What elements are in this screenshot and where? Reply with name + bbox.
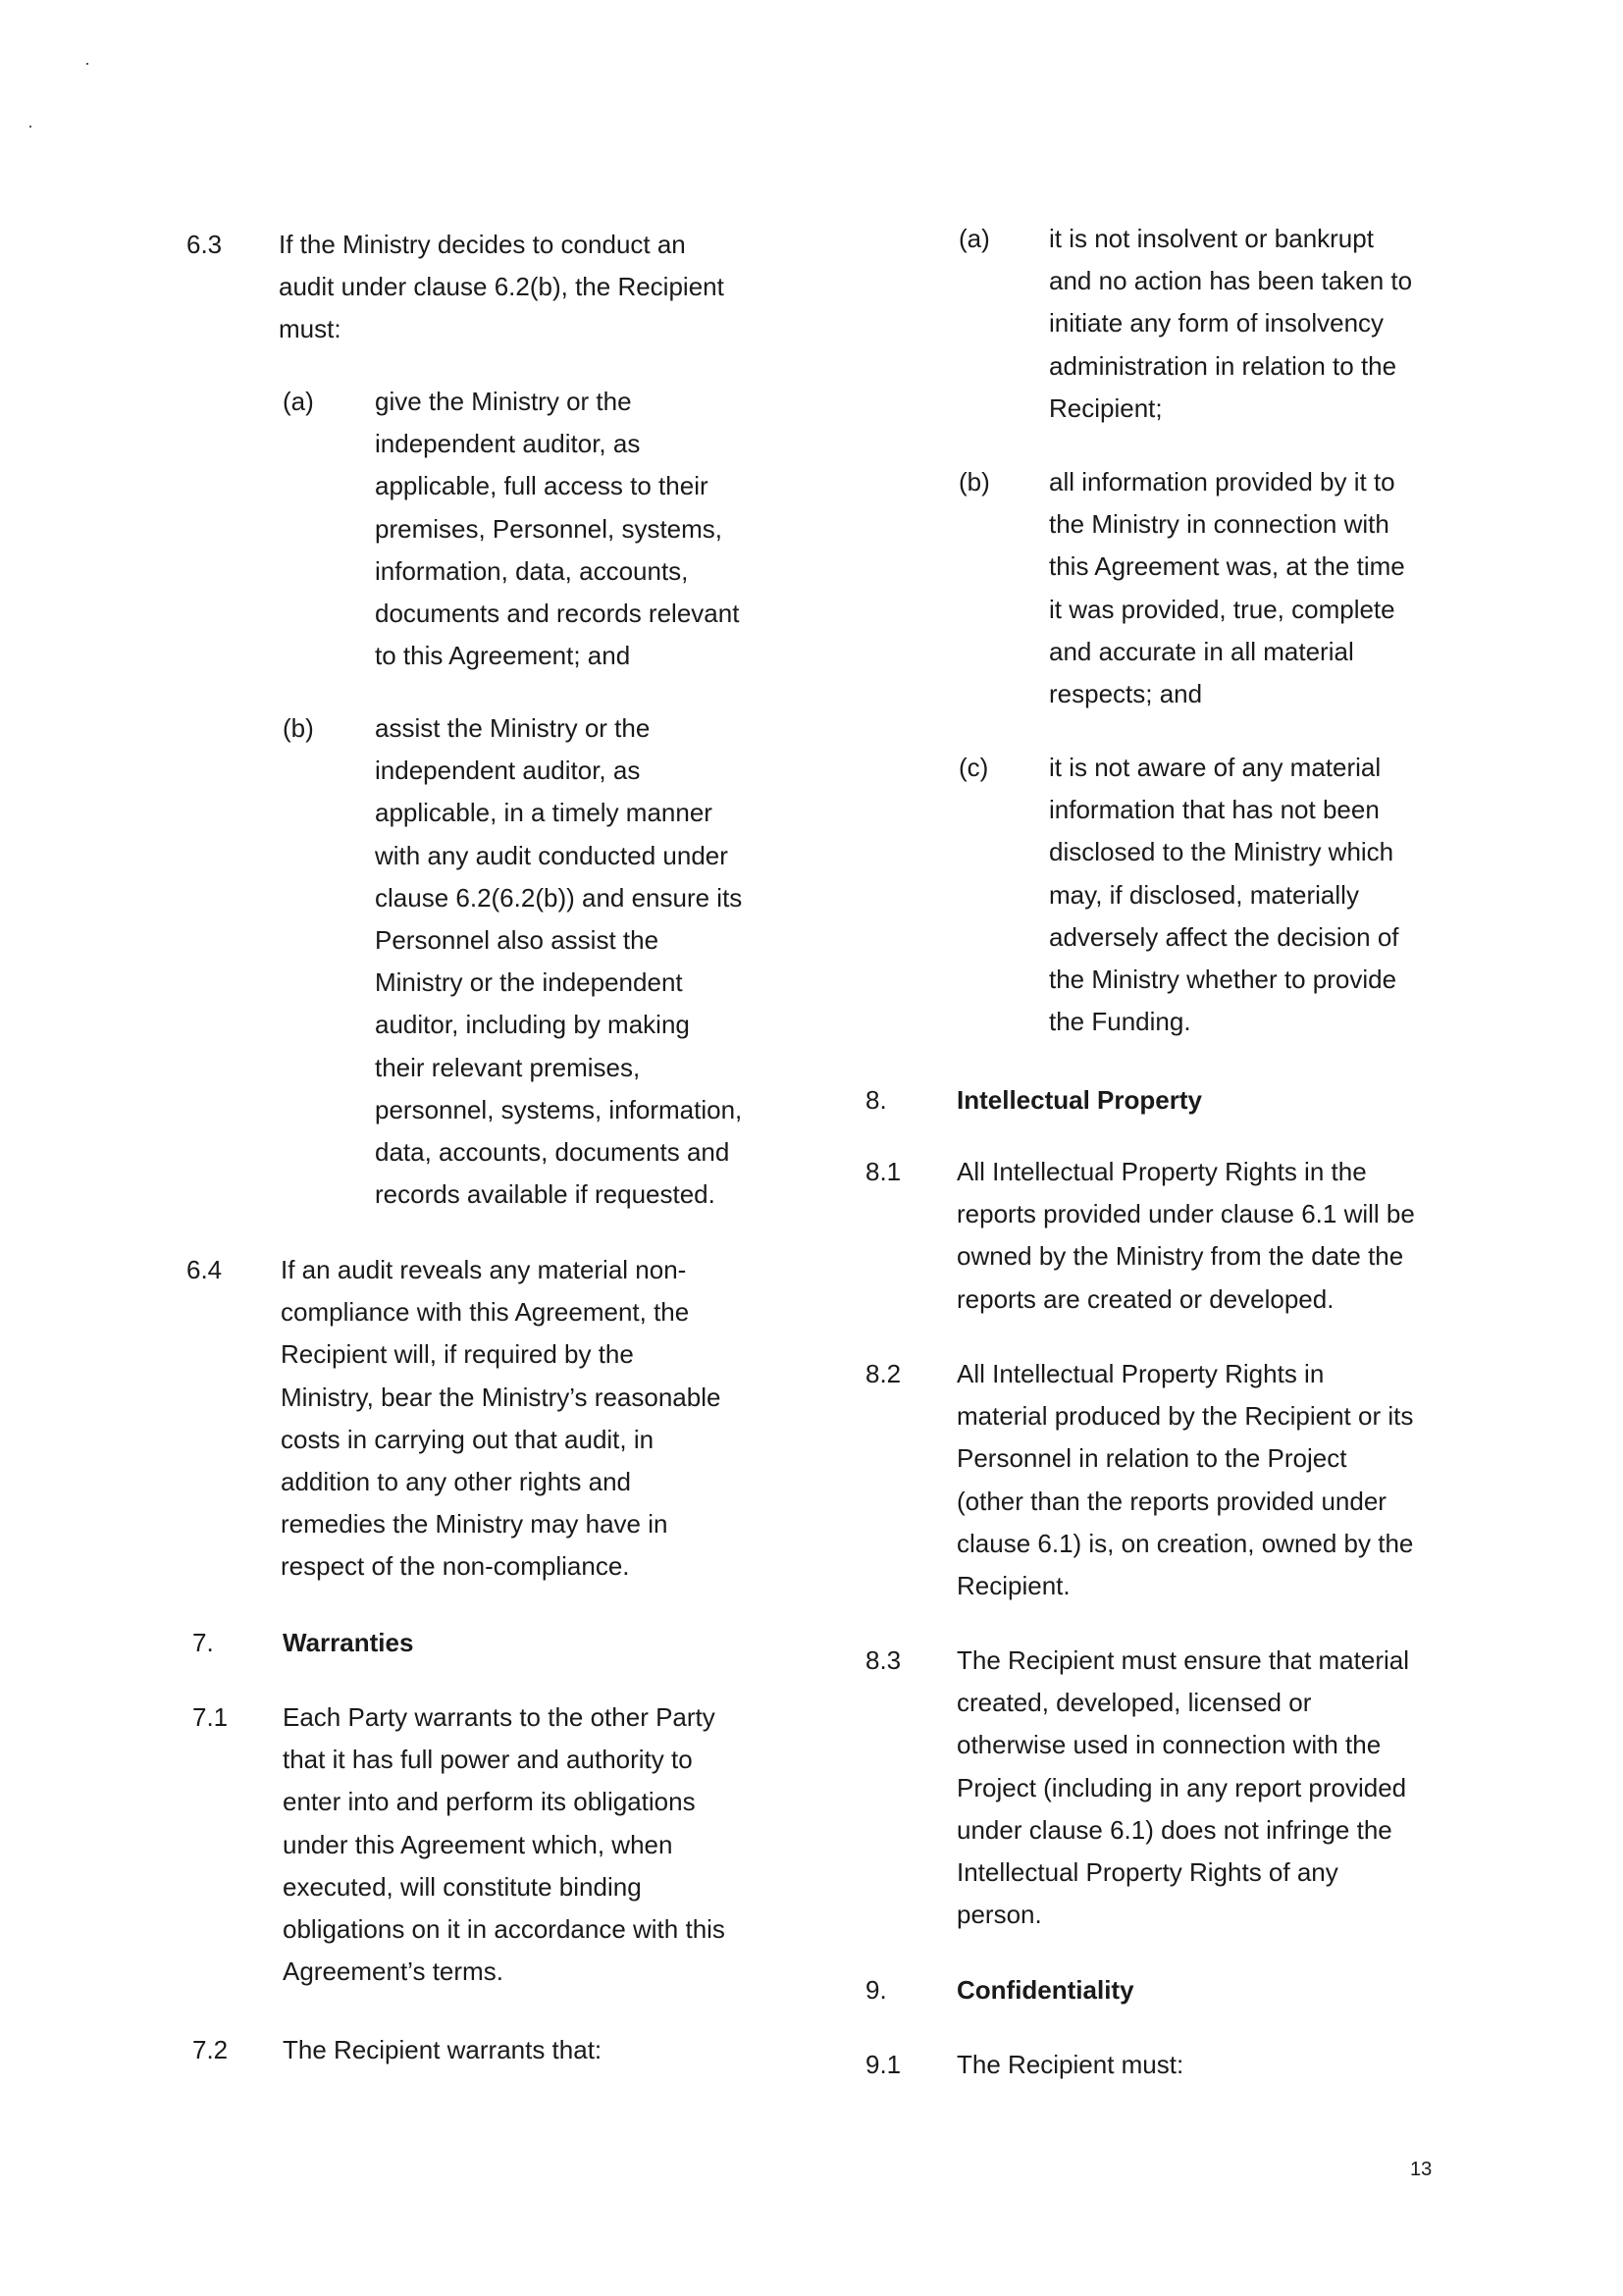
clause-number: 7.2 — [192, 2035, 229, 2064]
subclause-text: all information provided by it to the Ministry in connection with this Agreement was, at the time it was provided, true, complete and accurate in all material respects; and — [1049, 467, 1405, 709]
clause-number: 8.3 — [865, 1645, 902, 1675]
subclause-text: give the Ministry or the independent auditor, as applicable, full access to their premises, Personnel, systems, information, data, accounts, documents and records relevant to this Agreement; and — [375, 387, 740, 671]
section-title: Intellectual Property — [957, 1085, 1202, 1115]
clause-number: 6.3 — [186, 230, 223, 259]
scan-speck — [29, 126, 31, 128]
clause-number: 9.1 — [865, 2050, 902, 2079]
section-number: 9. — [865, 1975, 887, 2005]
clause-text: Each Party warrants to the other Party that it has full power and authority to enter into and perform its obligations under this Agreement which, when executed, will constitute binding obligations on it in accordance with this Agreement’s terms. — [283, 1702, 725, 1987]
clause-text: If an audit reveals any material non- compliance with this Agreement, the Recipient will, if required by the Ministry, bear the Ministry’s reasonable costs in carrying out that audit, in addition to any other rights and remedies the Ministry may have in respect of the non-compliance. — [281, 1255, 721, 1582]
subclause-text: it is not insolvent or bankrupt and no action has been taken to initiate any form of insolvency administration in relation to the Recipient; — [1049, 224, 1413, 423]
section-number: 7. — [192, 1628, 214, 1657]
subclause-label: (a) — [959, 224, 990, 253]
subclause-text: assist the Ministry or the independent auditor, as applicable, in a timely manner with any audit conducted under clause 6.2(6.2(b)) and ensure its Personnel also assist the Ministry or the independent auditor, including by making their relevant premises, personnel, systems, information, data, accounts, documents and records available if requested. — [375, 713, 743, 1210]
section-number: 8. — [865, 1085, 887, 1115]
section-title: Confidentiality — [957, 1975, 1134, 2005]
section-title: Warranties — [283, 1628, 414, 1657]
clause-number: 6.4 — [186, 1255, 223, 1284]
clause-text: If the Ministry decides to conduct an audit under clause 6.2(b), the Recipient must: — [279, 230, 724, 344]
clause-text: The Recipient warrants that: — [283, 2035, 602, 2064]
subclause-text: it is not aware of any material information that has not been disclosed to the Ministry which may, if disclosed, materially adversely affect the decision of the Ministry whether to provide the Funding. — [1049, 753, 1399, 1037]
subclause-label: (b) — [959, 467, 990, 496]
subclause-label: (c) — [959, 753, 989, 782]
scan-speck — [86, 63, 88, 65]
clause-number: 8.1 — [865, 1157, 902, 1186]
subclause-label: (a) — [283, 387, 314, 416]
clause-number: 7.1 — [192, 1702, 229, 1732]
clause-text: All Intellectual Property Rights in the reports provided under clause 6.1 will be owned by the Ministry from the date the reports are created or developed. — [957, 1157, 1415, 1314]
clause-text: The Recipient must ensure that material created, developed, licensed or otherwise used in connection with the Project (including in any report provided under clause 6.1) does not infringe the Intellectual Property Rights of any person. — [957, 1645, 1409, 1930]
clause-number: 8.2 — [865, 1359, 902, 1388]
subclause-label: (b) — [283, 713, 314, 743]
clause-text: All Intellectual Property Rights in material produced by the Recipient or its Personnel in relation to the Project (other than the reports provided under clause 6.1) is, on creation, owned by the Recipient. — [957, 1359, 1414, 1601]
page-number: 13 — [1410, 2159, 1433, 2180]
clause-text: The Recipient must: — [957, 2050, 1184, 2079]
